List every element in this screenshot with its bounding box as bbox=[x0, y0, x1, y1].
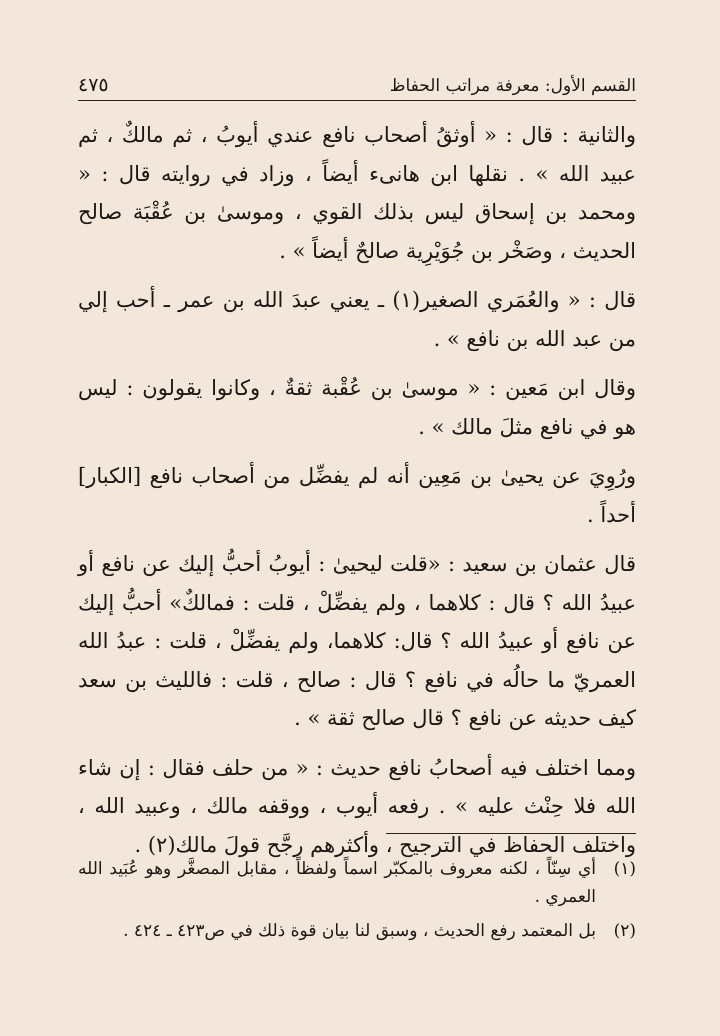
paragraph: وقال ابن مَعين : « موسىٰ بن عُقْبة ثقةٌ ، وكانوا يقولون : ليس هو في نافع مثلَ مالك » . bbox=[78, 376, 636, 439]
paragraph: ومما اختلف فيه أصحابُ نافع حديث : « من حلف فقال : إن شاء الله فلا حِنْث عليه » . رفعه أيوب ، ووقفه مالك ، وعبيد الله ، واختلف الحفاظ في الترجيح ، وأكثرهم رجَّح قولَ مالك(٢) . bbox=[78, 755, 636, 857]
footnote-number: (٢) bbox=[613, 921, 636, 941]
paragraph: ورُوِيَ عن يحيىٰ بن مَعِين أنه لم يفضِّل من أصحاب نافع [الكبار] أحداً . bbox=[78, 464, 636, 527]
footnote-text: أي سِنّاً ، لكنه معروف بالمكبّر اسماً ولفظاً ، مقابل المصغَّر وهو عُبَيد الله العمري . bbox=[78, 859, 596, 907]
footnote-separator bbox=[386, 833, 636, 834]
running-title: القسم الأول: معرفة مراتب الحفاظ bbox=[389, 76, 636, 96]
footnote bbox=[78, 855, 636, 911]
paragraph: قال عثمان بن سعيد : «قلت ليحيىٰ : أيوبُ أحبُّ إليك عن نافع أو عبيدُ الله ؟ قال : كلاهما ، ولم يفضِّلْ ، قلت : فمالكٌ» أحبُّ إليك عن نافع أو عبيدُ الله ؟ قال: كلاهما، ولم يفضِّلْ ، قلت : عبدُ الله العمريّ ما حالُه في نافع ؟ قال : صالح ، قلت : فالليث بن سعد كيف حديثه عن نافع ؟ قال صالح ثقة » . bbox=[78, 552, 636, 730]
main-text bbox=[78, 116, 636, 875]
footnotes bbox=[78, 855, 636, 951]
footnote bbox=[78, 917, 636, 945]
paragraph: قال : « والعُمَري الصغير(١) ـ يعني عبدَ الله بن عمر ـ أحب إلي من عبد الله بن نافع » . bbox=[78, 288, 636, 351]
footnote-text: بل المعتمد رفع الحديث ، وسبق لنا بيان قوة ذلك في ص٤٢٣ ـ ٤٢٤ . bbox=[123, 921, 596, 941]
running-header bbox=[78, 64, 636, 101]
page-number: ٤٧٥ bbox=[78, 74, 109, 96]
paragraph: والثانية : قال : « أوثقُ أصحاب نافع عندي أيوبُ ، ثم مالكٌ ، ثم عبيد الله » . نقلها ابن هانىء أيضاً ، وزاد في روايته قال : « ومحمد بن إسحاق ليس بذلك القوي ، وموسىٰ بن عُقْبَة صالح الحديث ، وصَخْر بن جُوَيْرِية صالحٌ أيضاً » . bbox=[78, 123, 636, 263]
footnote-number: (١) bbox=[613, 859, 636, 879]
